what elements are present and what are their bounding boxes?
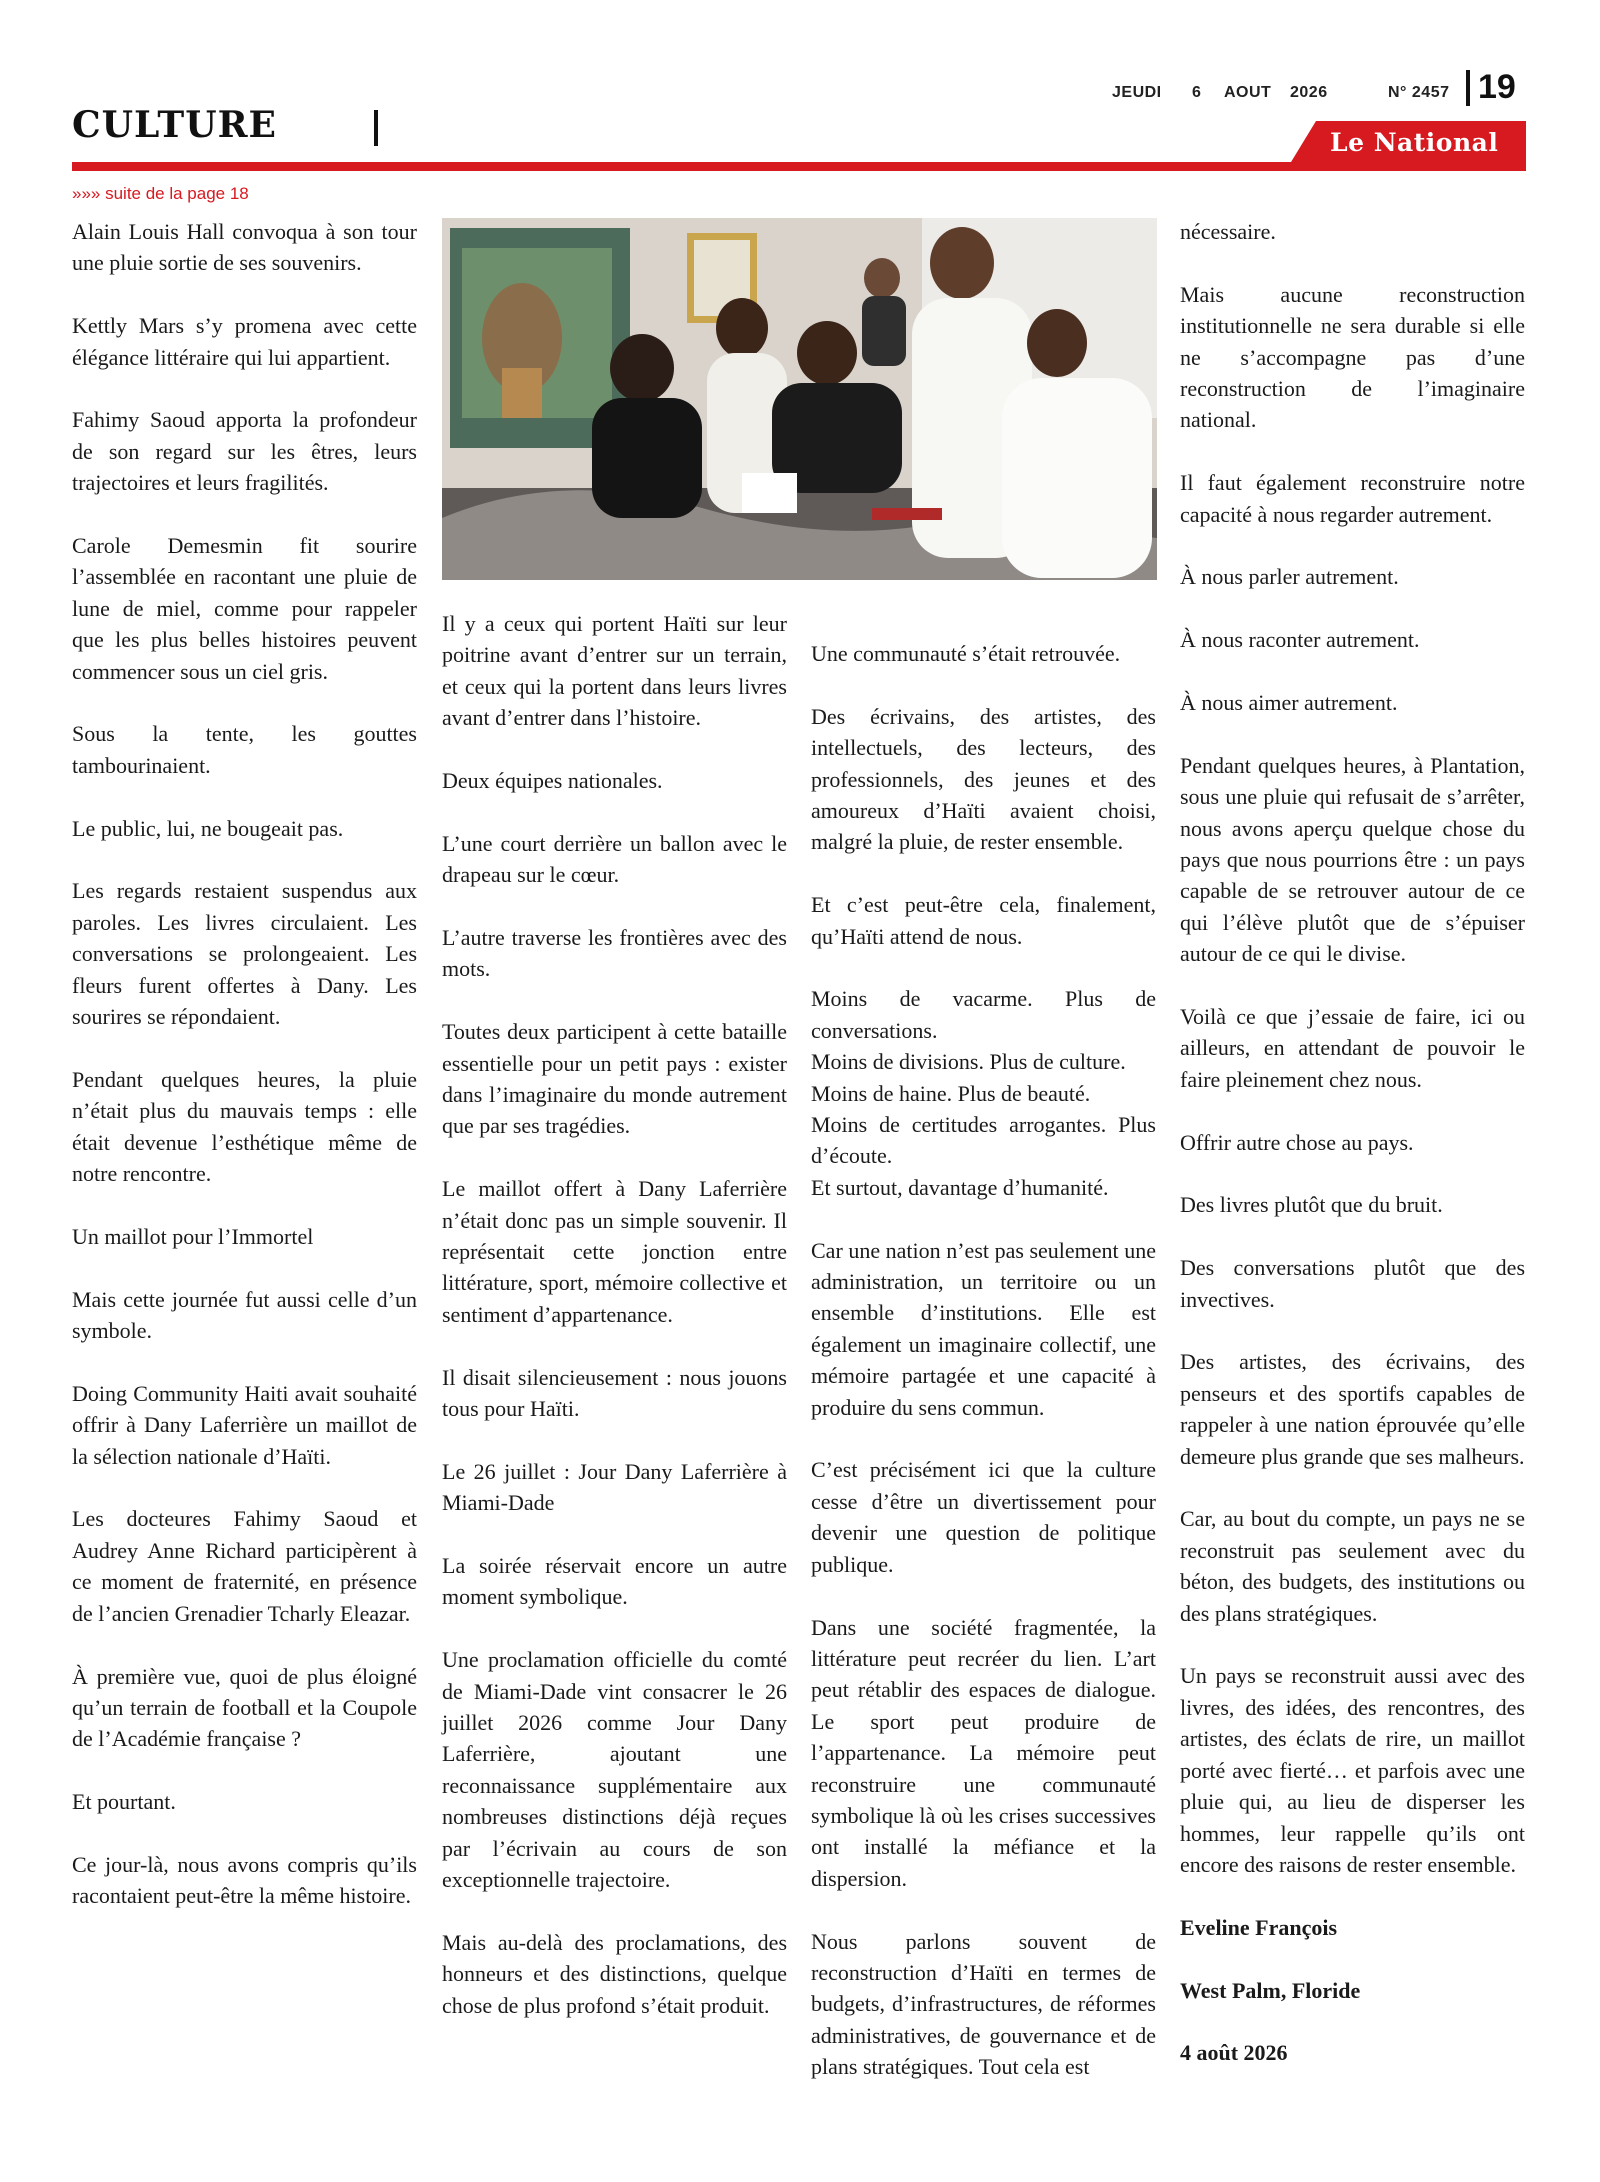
paragraph: C’est précisément ici que la culture cesse d’être un divertissement pour devenir une question de politique publique. — [811, 1457, 1156, 1577]
paragraph: Et surtout, davantage d’humanité. — [811, 1174, 1109, 1200]
article-date: 4 août 2026 — [1180, 2040, 1288, 2066]
page-number-divider — [1466, 70, 1470, 106]
paragraph: Doing Community Haiti avait souhaité offrir à Dany Laferrière un maillot de la sélection nationale d’Haïti. — [72, 1380, 417, 1469]
continued-from-label: »»» suite de la page 18 — [72, 184, 249, 203]
header-red-rule — [72, 162, 1526, 171]
paragraph: Moins de haine. Plus de beauté. — [811, 1080, 1091, 1106]
issue-number: N° 2457 — [1388, 84, 1450, 101]
paragraph: À première vue, quoi de plus éloigné qu’un terrain de football et la Coupole de l’Académie française ? — [72, 1663, 417, 1752]
paragraph: Ce jour-là, nous avons compris qu’ils racontaient peut-être la même histoire. — [72, 1851, 417, 1909]
author-name: Eveline François — [1180, 1914, 1338, 1940]
event-photo — [442, 218, 1157, 580]
paragraph: Un pays se reconstruit aussi avec des livres, des idées, des rencontres, des artistes, des éclats de rire, un maillot porté avec fierté… et parfois avec une pluie qui, au lieu de disperser les hommes, leur rappelle qu’ils ont encore des raisons de rester ensemble. — [1180, 1663, 1525, 1877]
issue-date-number: 6 — [1192, 84, 1202, 101]
paragraph: nécessaire. — [1180, 219, 1276, 244]
paragraph: Des artistes, des écrivains, des penseurs et des sportifs capables de rappeler à une nation éprouvée qu’elle demeure plus grande que ses malheurs. — [1180, 1349, 1525, 1469]
paragraph: Moins de divisions. Plus de culture. — [811, 1049, 1126, 1075]
paragraph: Car, au bout du compte, un pays ne se reconstruit pas seulement avec du béton, des budgets, des institutions ou des plans stratégiques. — [1180, 1506, 1525, 1626]
paragraph: À nous parler autrement. — [1180, 564, 1399, 590]
paragraph: Mais aucune reconstruction institutionnelle ne sera durable si elle ne s’accompagne pas d’une reconstruction de l’imaginaire national. — [1180, 281, 1525, 433]
paragraph: Deux équipes nationales. — [442, 768, 663, 794]
paragraph: Voilà ce que j’essaie de faire, ici ou ailleurs, en attendant de pouvoir le faire pleinement chez nous. — [1180, 1004, 1525, 1092]
section-title: CULTURE — [72, 104, 277, 146]
page-number: 19 — [1478, 68, 1516, 106]
paragraph: Des écrivains, des artistes, des intellectuels, des lecteurs, des professionnels, des jeunes et des amoureux d’Haïti avaient choisi, malgré la pluie, de rester ensemble. — [811, 703, 1156, 855]
paragraph: Il disait silencieusement : nous jouons tous pour Haïti. — [442, 1364, 787, 1422]
paragraph: Moins de vacarme. Plus de conversations. — [811, 986, 1156, 1043]
paragraph: Le public, lui, ne bougeait pas. — [72, 815, 344, 841]
paragraph: Nous parlons souvent de reconstruction d’Haïti en termes de budgets, d’infrastructures, de réformes administratives, de gouvernance et de plans stratégiques. Tout cela est — [811, 1928, 1156, 2080]
paragraph: Toutes deux participent à cette bataille essentielle pour un petit pays : exister dans l’imaginaire du monde autrement que par ses tragédies. — [442, 1019, 787, 1139]
paragraph: Fahimy Saoud apporta la profondeur de son regard sur les êtres, leurs trajectoires et leurs fragilités. — [72, 407, 417, 496]
paragraph: Offrir autre chose au pays. — [1180, 1129, 1414, 1155]
paragraph: Dans une société fragmentée, la littérature peut recréer du lien. L’art peut rétablir des espaces de dialogue. Le sport peut produire de l’appartenance. La mémoire peut reconstruire une communauté symbolique là où les crises successives ont installé la méfiance et la dispersion. — [811, 1614, 1156, 1891]
paragraph: Moins de certitudes arrogantes. Plus d’écoute. — [811, 1112, 1156, 1169]
paragraph: Les docteures Fahimy Saoud et Audrey Anne Richard participèrent à ce moment de fraternité, en présence de l’ancien Grenadier Tcharly Eleazar. — [72, 1506, 417, 1626]
paragraph: À nous aimer autrement. — [1180, 690, 1398, 716]
issue-year: 2026 — [1290, 84, 1328, 101]
issue-month: AOUT — [1224, 84, 1272, 101]
author-location: West Palm, Floride — [1180, 1977, 1361, 2003]
paragraph: Carole Demesmin fit sourire l’assemblée en racontant une pluie de lune de miel, comme pour rappeler que les plus belles histoires peuvent commencer sous un ciel gris. — [72, 533, 417, 684]
paragraph: Les regards restaient suspendus aux paroles. Les livres circulaient. Les conversations se prolongeaient. Les fleurs furent offertes à Dany. Les sourires se répondaient. — [72, 878, 417, 1030]
paragraph: Alain Louis Hall convoqua à son tour une pluie sortie de ses souvenirs. — [72, 219, 417, 276]
paragraph: Sous la tente, les gouttes tambourinaient. — [72, 721, 417, 778]
paragraph: Car une nation n’est pas seulement une administration, un territoire ou un ensemble d’institutions. Elle est également un imaginaire collectif, une mémoire partagée et une capacité à produire du sens commun. — [811, 1237, 1156, 1420]
paragraph: La soirée réservait encore un autre moment symbolique. — [442, 1553, 787, 1610]
paragraph: Une proclamation officielle du comté de Miami-Dade vint consacrer le 26 juillet 2026 comme Jour Dany Laferrière, ajoutant une reconnaissance supplémentaire aux nombreuses distinctions déjà reçues par l’écrivain au cours de son exceptionnelle trajectoire. — [442, 1647, 787, 1893]
subheading: Un maillot pour l’Immortel — [72, 1223, 314, 1249]
event-photo-icon — [442, 218, 1157, 580]
paragraph: Pendant quelques heures, la pluie n’était plus du mauvais temps : elle était devenue l’esthétique même de notre rencontre. — [72, 1066, 417, 1187]
section-divider — [374, 110, 378, 146]
paragraph: Une communauté s’était retrouvée. — [811, 641, 1121, 666]
paragraph: Et c’est peut-être cela, finalement, qu’Haïti attend de nous. — [811, 892, 1156, 949]
paragraph: Mais cette journée fut aussi celle d’un symbole. — [72, 1286, 417, 1344]
paragraph: Il faut également reconstruire notre capacité à nous regarder autrement. — [1180, 470, 1525, 527]
issue-day: JEUDI — [1112, 84, 1162, 101]
paragraph: Le maillot offert à Dany Laferrière n’était donc pas un simple souvenir. Il représentait cette jonction entre littérature, sport, mémoire collective et sentiment d’appartenance. — [442, 1176, 787, 1327]
article-column-1 — [72, 216, 417, 1943]
article-column-4 — [1180, 216, 1525, 2100]
article-column-2 — [442, 608, 787, 2053]
paragraph: Il y a ceux qui portent Haïti sur leur poitrine avant d’entrer sur un terrain, et ceux qui la portent dans leurs livres avant d’entrer dans l’histoire. — [442, 611, 787, 731]
paragraph: À nous raconter autrement. — [1180, 627, 1420, 653]
subheading: Le 26 juillet : Jour Dany Laferrière à Miami-Dade — [442, 1458, 787, 1516]
paragraph: L’autre traverse les frontières avec des mots. — [442, 925, 787, 982]
paragraph: Des livres plutôt que du bruit. — [1180, 1192, 1443, 1218]
paragraph: Des conversations plutôt que des invectives. — [1180, 1255, 1525, 1312]
newspaper-name: Le National — [1330, 128, 1499, 157]
paragraph: L’une court derrière un ballon avec le drapeau sur le cœur. — [442, 830, 787, 888]
paragraph: Pendant quelques heures, à Plantation, sous une pluie qui refusait de s’arrêter, nous avons aperçu quelque chose du pays que nous pourrions être : un pays capable de se retrouver autour de ce qui l’élève plutôt que de s’épuiser autour de ce qui le divise. — [1180, 752, 1525, 967]
paragraph: Kettly Mars s’y promena avec cette élégance littéraire qui lui appartient. — [72, 313, 417, 370]
paragraph: Mais au-delà des proclamations, des honneurs et des distinctions, quelque chose de plus profond s’était produit. — [442, 1929, 787, 2018]
article-column-3 — [811, 638, 1156, 2114]
paragraph: Et pourtant. — [72, 1789, 176, 1815]
